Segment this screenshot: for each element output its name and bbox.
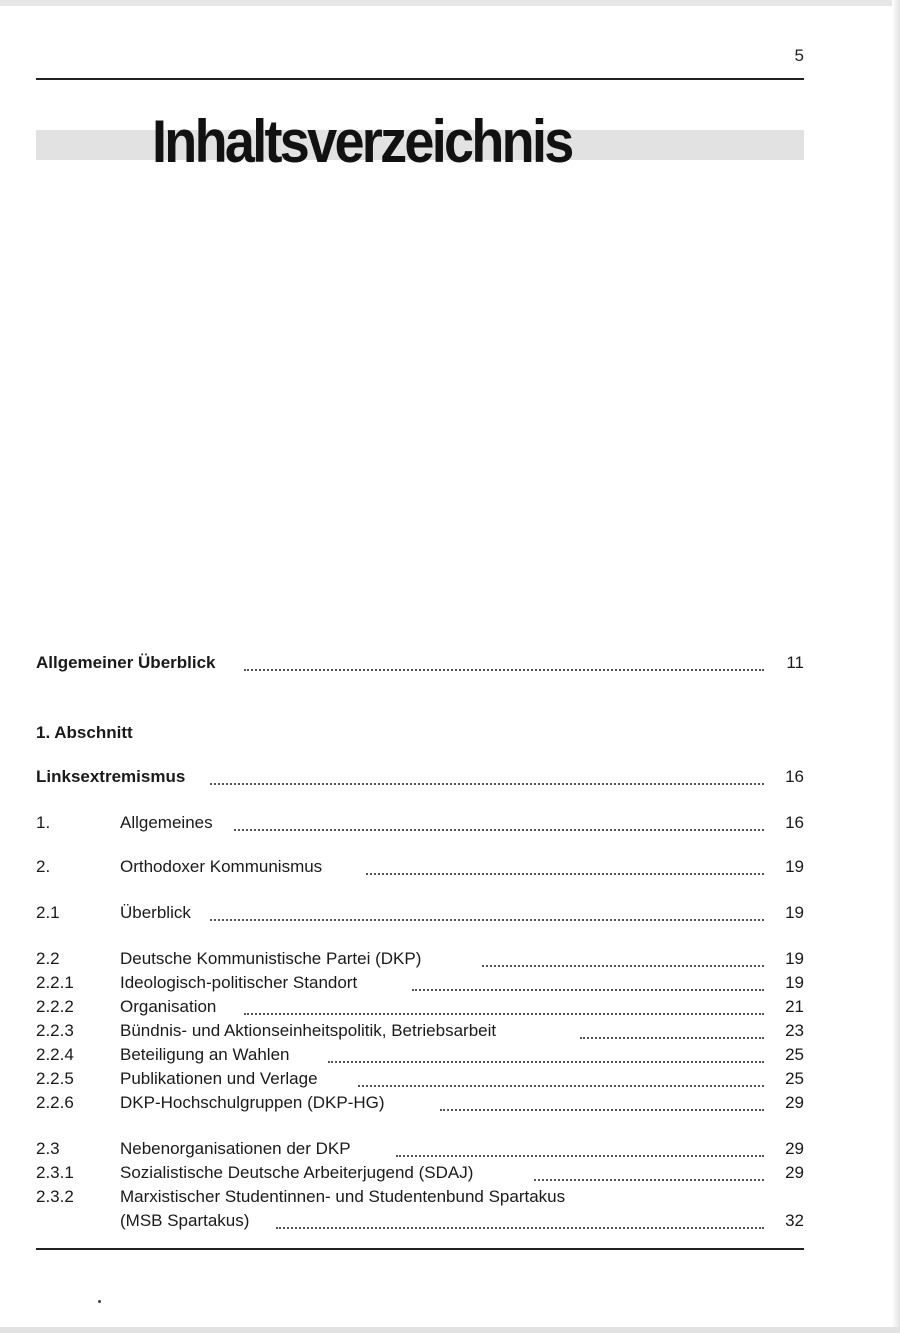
toc-entry-number: 2.2.1 [36, 973, 74, 992]
toc-entry-label: Nebenorganisationen der DKP [120, 1138, 355, 1160]
toc-entry[interactable] [36, 1162, 804, 1184]
toc-entry-number: 2.1 [36, 903, 60, 922]
toc-entry-page: 23 [785, 1021, 804, 1040]
toc-entry-number: 2.3.1 [36, 1163, 74, 1182]
toc-entry-label: Deutsche Kommunistische Partei (DKP) [120, 948, 425, 970]
dot-leader [440, 1107, 764, 1111]
toc-entry-number: 2.3.2 [36, 1187, 74, 1206]
toc-entry-page: 16 [785, 813, 804, 832]
toc-entry-page: 11 [786, 653, 804, 672]
toc-entry-page: 25 [785, 1045, 804, 1064]
toc-entry-label: Publikationen und Verlage [120, 1068, 322, 1090]
footer-rule [36, 1248, 804, 1250]
page-title: Inhaltsverzeichnis [152, 108, 572, 175]
toc-entry-page: 19 [785, 903, 804, 922]
toc-entry-label: DKP-Hochschulgruppen (DKP-HG) [120, 1092, 389, 1114]
toc-entry-page: 29 [785, 1163, 804, 1182]
toc-entry-page: 25 [785, 1069, 804, 1088]
toc-entry-label: Überblick [120, 902, 195, 924]
section-heading: 1. Abschnitt [36, 723, 133, 742]
scan-edge-bottom [0, 1327, 900, 1333]
toc-entry-page: 16 [785, 767, 804, 786]
toc-entry-number: 2.2.3 [36, 1021, 74, 1040]
toc-entry-number: 2.2.6 [36, 1093, 74, 1112]
toc-entry-page: 29 [785, 1139, 804, 1158]
toc-entry[interactable] [36, 1092, 804, 1114]
toc-entry-label: Linksextremismus [36, 766, 189, 788]
dot-leader [580, 1035, 764, 1039]
toc-entry[interactable] [36, 766, 804, 788]
dot-leader [210, 781, 764, 785]
dot-leader [276, 1225, 764, 1229]
toc-entry-label: Orthodoxer Kommunismus [120, 856, 326, 878]
dot-leader [534, 1177, 764, 1181]
dot-leader [328, 1059, 764, 1063]
dot-leader [396, 1153, 764, 1157]
dot-leader [244, 1011, 764, 1015]
toc-entry-label: Allgemeines [120, 812, 217, 834]
dot-leader [412, 987, 764, 991]
toc-entry-number: 2.3 [36, 1139, 60, 1158]
toc-entry-label: Beteiligung an Wahlen [120, 1044, 294, 1066]
scan-speck [98, 1300, 101, 1303]
toc-entry[interactable] [36, 812, 804, 834]
toc-entry[interactable] [36, 1044, 804, 1066]
scan-edge-top [0, 0, 900, 6]
toc-entry[interactable] [36, 1138, 804, 1160]
toc-entry-number: 2.2 [36, 949, 60, 968]
toc-entry-number: 2.2.5 [36, 1069, 74, 1088]
dot-leader [482, 963, 764, 967]
toc-entry-number: 1. [36, 813, 51, 832]
toc-entry[interactable] [36, 948, 804, 970]
dot-leader [234, 827, 764, 831]
toc-entry[interactable] [36, 902, 804, 924]
scan-edge-right [892, 0, 900, 1333]
toc-entry[interactable] [36, 1020, 804, 1042]
toc-entry-label: Bündnis- und Aktionseinheitspolitik, Betriebsarbeit [120, 1020, 500, 1042]
toc-entry[interactable] [36, 972, 804, 994]
dot-leader [366, 871, 764, 875]
toc-entry-page: 21 [785, 997, 804, 1016]
toc-entry-label-line1: Marxistischer Studentinnen- und Studentenbund Spartakus [120, 1187, 566, 1206]
toc-entry-label: Organisation [120, 996, 220, 1018]
header-rule [36, 78, 804, 80]
toc-entry[interactable] [36, 996, 804, 1018]
toc-entry[interactable] [36, 1068, 804, 1090]
toc-entry-page: 19 [785, 973, 804, 992]
toc-entry-number: 2.2.4 [36, 1045, 74, 1064]
toc-entry-label: Sozialistische Deutsche Arbeiterjugend (SDAJ) [120, 1162, 477, 1184]
dot-leader [210, 917, 764, 921]
toc-entry-page: 19 [785, 949, 804, 968]
toc-entry[interactable] [36, 856, 804, 878]
toc-entry-number: 2. [36, 857, 51, 876]
toc-entry-page: 29 [785, 1093, 804, 1112]
dot-leader [358, 1083, 764, 1087]
toc-entry-page: 19 [785, 857, 804, 876]
toc-entry[interactable] [36, 652, 804, 674]
toc-entry-label: Allgemeiner Überblick [36, 652, 220, 674]
toc-entry-page: 32 [785, 1211, 804, 1230]
toc-entry-label: (MSB Spartakus) [120, 1210, 253, 1232]
toc-entry-label: Ideologisch-politischer Standort [120, 972, 361, 994]
dot-leader [244, 667, 764, 671]
page-number: 5 [794, 46, 804, 65]
toc-entry-number: 2.2.2 [36, 997, 74, 1016]
